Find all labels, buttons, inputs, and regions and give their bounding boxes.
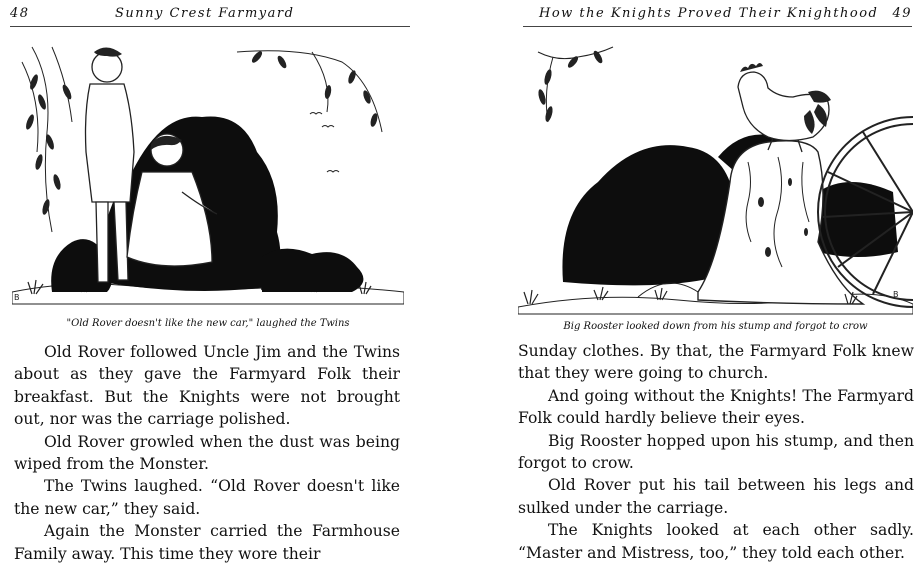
left-caption: "Old Rover doesn't like the new car," laughed the Twins: [66, 318, 350, 329]
left-page: [0, 0, 410, 563]
left-body-text: [14, 341, 400, 565]
left-running-title: Sunny Crest Farmyard: [115, 6, 295, 21]
rooster-illustration: [518, 42, 913, 317]
right-paragraph-1: Sunday clothes. By that, the Farmyard Folk knew that they were going to church.: [518, 342, 914, 383]
left-paragraph-4: Again the Monster carried the Farmhouse Family away. This time they wore their: [14, 522, 400, 563]
right-paragraph-2: And going without the Knights! The Farmyard Folk could hardly believe their eyes.: [518, 386, 914, 428]
left-illustration-signature: B: [14, 293, 20, 302]
right-paragraph-5: The Knights looked at each other sadly. “Master and Mistress, too,” they told each other.: [518, 521, 914, 562]
left-paragraph-1: Old Rover followed Uncle Jim and the Twins about as they gave the Farmyard Folk their breakfast. But the Knights were not brought out, nor was the carriage polished.: [14, 343, 400, 429]
right-caption: Big Rooster looked down from his stump and forgot to crow: [563, 321, 868, 332]
right-body-text: [518, 340, 914, 564]
left-paragraph-3: The Twins laughed. “Old Rover doesn't like the new car,” they said.: [14, 477, 400, 518]
right-page-header: [523, 6, 912, 27]
left-page-header: [10, 6, 410, 27]
left-page-number: 48: [10, 6, 30, 21]
right-page: [515, 0, 922, 563]
right-page-number: 49: [892, 6, 912, 21]
right-running-title: How the Knights Proved Their Knighthood: [539, 6, 879, 21]
right-paragraph-4: Old Rover put his tail between his legs and sulked under the carriage.: [518, 476, 914, 517]
right-illustration-signature: B: [893, 290, 899, 299]
right-paragraph-3: Big Rooster hopped upon his stump, and then forgot to crow.: [518, 431, 914, 473]
left-paragraph-2: Old Rover growled when the dust was being wiped from the Monster.: [14, 432, 400, 474]
twins-illustration: [12, 42, 404, 312]
